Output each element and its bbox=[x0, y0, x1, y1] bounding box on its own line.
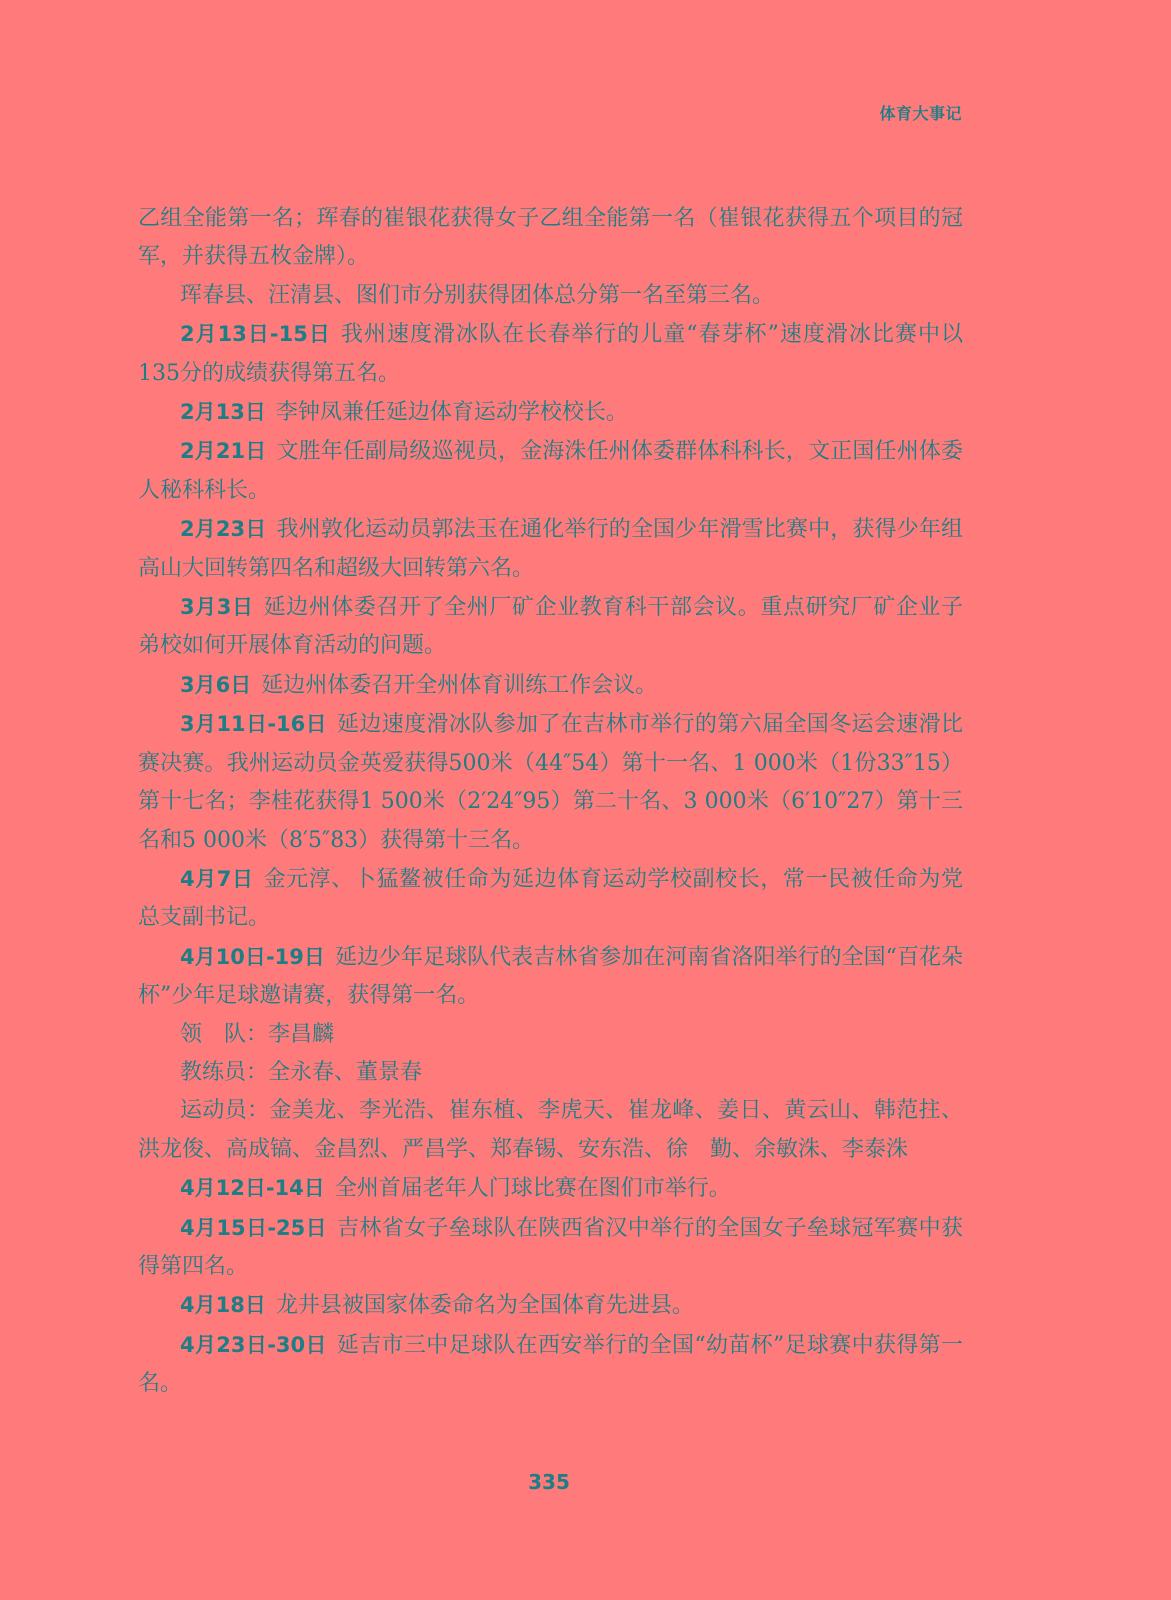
coaches-line: 教练员：全永春、董景春 bbox=[180, 1059, 423, 1085]
event-text: 李钟凤兼任延边体育运动学校校长。 bbox=[275, 400, 628, 426]
event-entry bbox=[138, 705, 963, 860]
event-date: 4月15日-25日 bbox=[180, 1215, 327, 1240]
event-entry bbox=[138, 1286, 963, 1325]
event-text: 延吉市三中足球队在西安举行的全国“幼苗杯”足球赛中获得第一名。 bbox=[138, 1332, 963, 1397]
event-date: 4月7日 bbox=[180, 866, 254, 891]
event-entry bbox=[138, 510, 963, 588]
event-entry bbox=[138, 393, 963, 432]
athletes-line: 运动员：金美龙、李光浩、崔东植、李虎天、崔龙峰、姜日、黄云山、韩范拄、洪龙俊、高成镐、金昌烈、严昌学、郑春锡、安东浩、徐 勤、余敏洙、李泰洙 bbox=[138, 1098, 963, 1162]
paragraph: 珲春县、汪清县、图们市分别获得团体总分第一名至第三名。 bbox=[180, 282, 775, 308]
event-text: 我州速度滑冰队在长春举行的儿童“春芽杯”速度滑冰比赛中以135分的成绩获得第五名。 bbox=[138, 322, 963, 386]
event-entry bbox=[138, 860, 963, 938]
event-text: 金元淳、卜猛鳌被任命为延边体育运动学校副校长，常一民被任命为党总支副书记。 bbox=[138, 866, 963, 931]
event-text: 全州首届老年人门球比赛在图们市举行。 bbox=[334, 1176, 731, 1202]
event-date: 2月13日 bbox=[180, 400, 266, 425]
event-entry bbox=[138, 1169, 963, 1208]
main-text bbox=[138, 200, 963, 1404]
event-date: 2月21日 bbox=[180, 439, 267, 464]
event-date: 3月3日 bbox=[180, 595, 254, 620]
event-text: 我州敦化运动员郭法玉在通化举行的全国少年滑雪比赛中，获得少年组高山大回转第四名和超级大回转第六名。 bbox=[138, 517, 963, 581]
event-text: 龙井县被国家体委命名为全国体育先进县。 bbox=[275, 1293, 694, 1319]
event-date: 3月11日-16日 bbox=[180, 712, 327, 737]
paragraph-continuation: 乙组全能第一名；珲春的崔银花获得女子乙组全能第一名（崔银花获得五个项目的冠军，并获得五枚金牌）。 bbox=[138, 206, 963, 270]
team-leader-line: 领 队：李昌麟 bbox=[180, 1021, 335, 1047]
event-date: 2月13日-15日 bbox=[180, 322, 331, 347]
event-entry bbox=[138, 1326, 963, 1404]
event-entry bbox=[138, 588, 963, 666]
event-text: 延边少年足球队代表吉林省参加在河南省洛阳举行的全国“百花朵杯”少年足球邀请赛，获得第一名。 bbox=[138, 944, 964, 1009]
event-entry bbox=[138, 315, 963, 393]
event-entry bbox=[138, 432, 963, 510]
event-entry bbox=[138, 938, 963, 1016]
event-text: 吉林省女子垒球队在陕西省汉中举行的全国女子垒球冠军赛中获得第四名。 bbox=[138, 1215, 963, 1279]
event-text: 文胜年任副局级巡视员，金海洙任州体委群体科科长，文正国任州体委人秘科科长。 bbox=[138, 439, 963, 503]
event-text: 延边州体委召开了全州厂矿企业教育科干部会议。重点研究厂矿企业子弟校如何开展体育活动的问题。 bbox=[138, 595, 963, 659]
event-entry bbox=[138, 1209, 963, 1287]
page-number: 335 bbox=[528, 1470, 570, 1494]
event-date: 3月6日 bbox=[180, 672, 252, 697]
event-text: 延边速度滑冰队参加了在吉林市举行的第六届全国冬运会速滑比赛决赛。我州运动员金英爱获得500米（44″54）第十一名、1 000米（1份33″15）第十七名；李桂花获得1 500米（2′24″95）第二十名、3 000米（6′10″27）第十三名和5 000米（8′5″83）获得第十三名。 bbox=[138, 712, 963, 853]
event-entry bbox=[138, 666, 963, 705]
event-date: 4月23日-30日 bbox=[180, 1332, 327, 1357]
event-date: 4月10日-19日 bbox=[180, 944, 325, 969]
event-date: 4月18日 bbox=[180, 1293, 266, 1318]
event-date: 2月23日 bbox=[180, 517, 267, 542]
event-date: 4月12日-14日 bbox=[180, 1176, 325, 1201]
running-header: 体育大事记 bbox=[879, 104, 962, 123]
event-text: 延边州体委召开全州体育训练工作会议。 bbox=[261, 672, 658, 698]
